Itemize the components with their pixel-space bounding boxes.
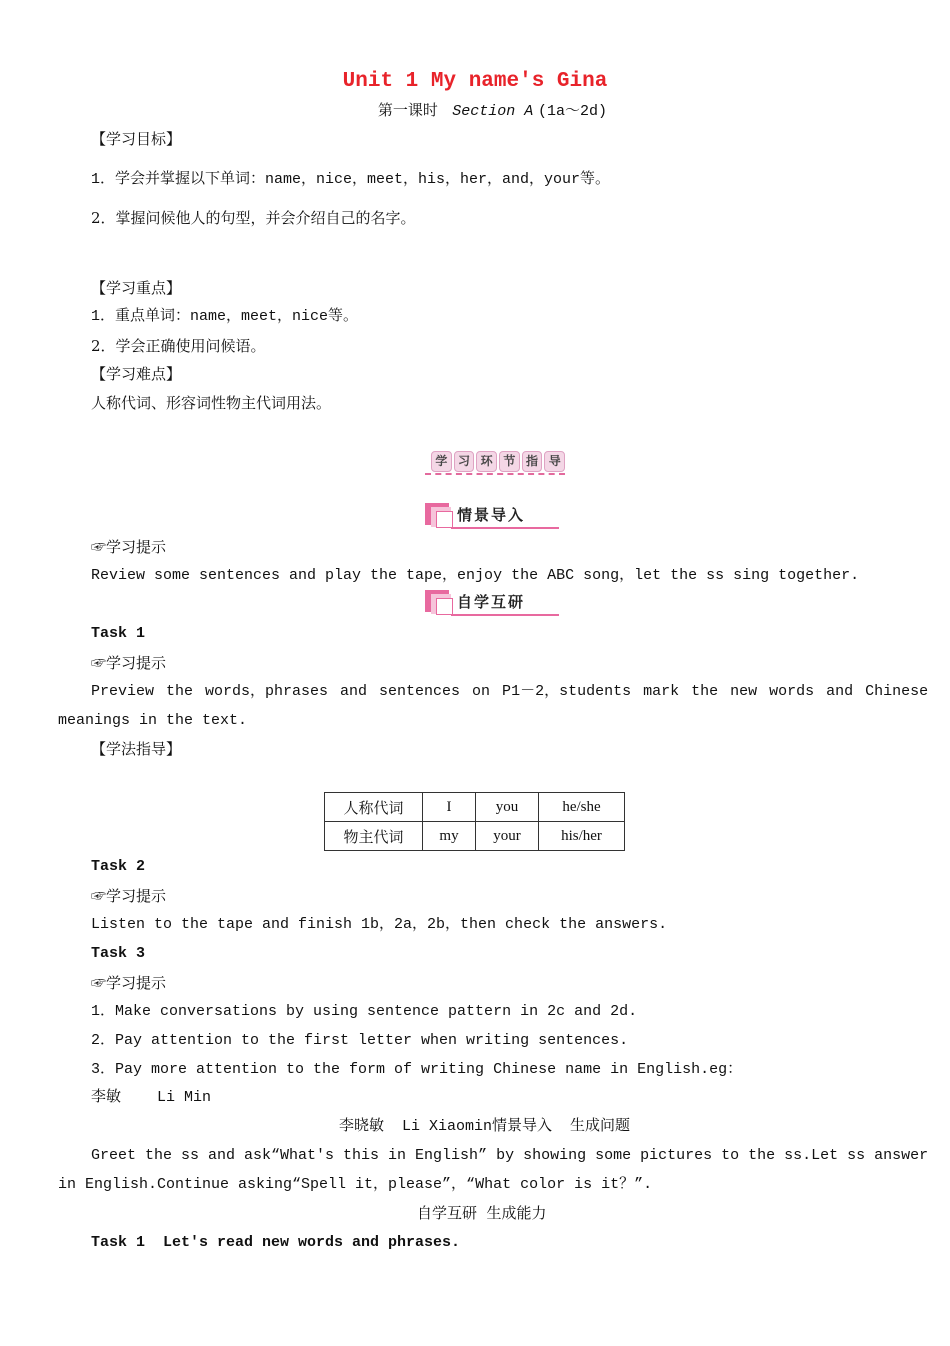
task-1-read-words: Task 1 Let's read new words and phrases. (91, 1234, 461, 1251)
lesson-number: 第一课时 (377, 101, 438, 119)
banner-char: 环 (476, 451, 497, 472)
task-2-label: Task 2 (91, 858, 146, 875)
study-hint: ☞学习提示 (91, 887, 167, 905)
study-hint: ☞学习提示 (91, 974, 167, 992)
task-1-label: Task 1 (91, 625, 146, 642)
header-decoration-box (436, 598, 453, 615)
section-header-intro (425, 503, 559, 529)
section-header-label: 情景导入 (457, 506, 526, 524)
table-cell: I (423, 793, 476, 822)
objectives-heading: 【学习目标】 (91, 130, 182, 148)
section-range: (1a～2d) (538, 103, 608, 120)
pronoun-table (324, 792, 625, 851)
task-3-label: Task 3 (91, 945, 146, 962)
banner-char: 节 (499, 451, 520, 472)
objective-item-1: 1．学会并掌握以下单词：name，nice，meet，his，her，and，your等。 (91, 171, 611, 188)
section-header-label: 自学互研 (457, 593, 526, 611)
name-example-2: 李晓敏 Li Xiaomin情景导入 生成问题 (339, 1118, 631, 1135)
section-header-self-study (425, 590, 559, 616)
task-2-text: Listen to the tape and finish 1b，2a，2b，then check the answers. (91, 916, 668, 933)
section-header-underline (451, 614, 559, 616)
section-name: Section A (452, 103, 534, 120)
task-3-item-3: 3．Pay more attention to the form of writing Chinese name in English.eg： (91, 1061, 743, 1078)
banner-char: 学 (431, 451, 452, 472)
document-title: Unit 1 My name's Gina (342, 70, 608, 93)
table-row (325, 822, 625, 851)
difficulties-text: 人称代词、形容词性物主代词用法。 (91, 394, 332, 412)
method-heading: 【学法指导】 (91, 740, 182, 758)
task-3-item-2: 2．Pay attention to the first letter when writing sentences. (91, 1032, 629, 1049)
banner-char: 指 (522, 451, 543, 472)
banner-char: 导 (544, 451, 565, 472)
self-study-subheading: 自学互研 生成能力 (417, 1204, 547, 1222)
table-cell: his/her (539, 822, 625, 851)
task-1-text: Preview the words，phrases and sentences on P1－2，students mark the new words and Chinese (91, 683, 929, 700)
table-cell: you (476, 793, 539, 822)
intro-text: Review some sentences and play the tape，enjoy the ABC song，let the ss sing together. (91, 567, 860, 584)
banner-dashed-line (425, 473, 565, 475)
lesson-subtitle (0, 100, 950, 122)
key-point-item-2: 2．学会正确使用问候语。 (91, 337, 266, 355)
table-cell: 物主代词 (325, 822, 423, 851)
table-cell: 人称代词 (325, 793, 423, 822)
greet-text: Greet the ss and ask“What's this in English” by showing some pictures to the ss.Let ss answer (91, 1147, 929, 1164)
objective-item-2: 2．掌握问候他人的句型，并会介绍自己的名字。 (91, 209, 416, 227)
table-cell: my (423, 822, 476, 851)
key-point-item-1: 1．重点单词：name，meet，nice等。 (91, 308, 359, 325)
banner-char: 习 (454, 451, 475, 472)
task-3-item-1: 1．Make conversations by using sentence pattern in 2c and 2d. (91, 1003, 638, 1020)
task-1-text-cont: meanings in the text. (58, 712, 248, 729)
header-decoration-box (436, 511, 453, 528)
table-row (325, 793, 625, 822)
study-guide-banner (425, 450, 565, 475)
table-cell: he/she (539, 793, 625, 822)
key-points-heading: 【学习重点】 (91, 279, 182, 297)
difficulties-heading: 【学习难点】 (91, 365, 182, 383)
section-header-underline (451, 527, 559, 529)
greet-text-cont: in English.Continue asking“Spell it，please”，“What color is it？”. (58, 1176, 653, 1193)
name-example-1: 李敏 Li Min (91, 1089, 212, 1106)
study-hint: ☞学习提示 (91, 538, 167, 556)
table-cell: your (476, 822, 539, 851)
study-hint: ☞学习提示 (91, 654, 167, 672)
